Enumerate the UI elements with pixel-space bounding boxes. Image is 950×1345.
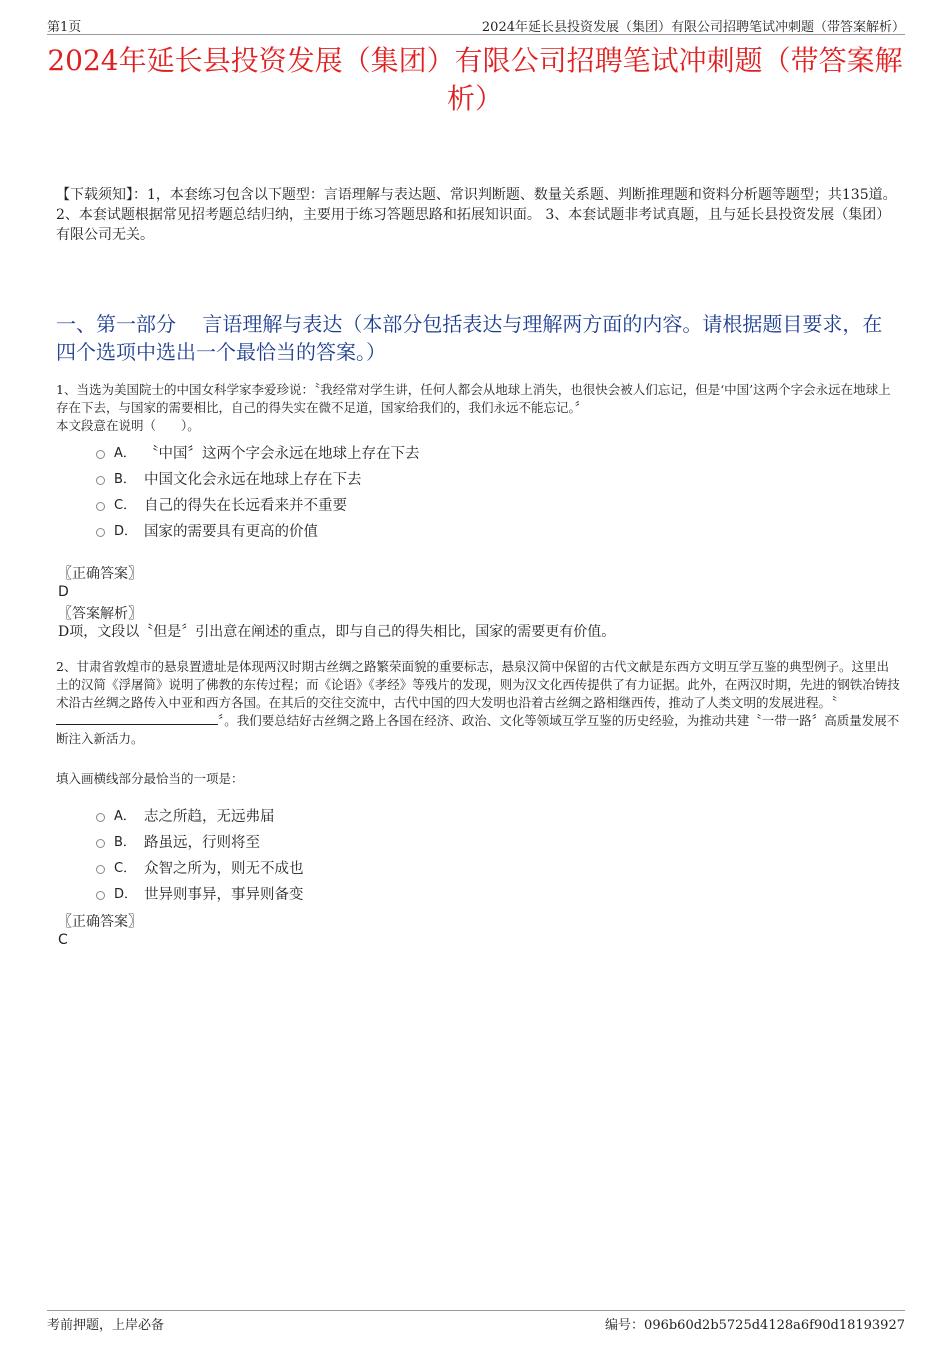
question-2-text-after: 〞。我们要总结好古丝绸之路上各国在经济、政治、文化等领域互学互鉴的历史经验，为推动共建〝一带一路〞高质量发展不断注入新活力。 (56, 713, 900, 746)
question-1-option-a[interactable]: A． 〝中国〞这两个字会永远在地球上存在下去 (96, 441, 420, 467)
footer-slogan: 考前押题，上岸必备 (47, 1318, 165, 1333)
question-1-options (96, 441, 420, 545)
question-1-option-b[interactable]: B． 中国文化会永远在地球上存在下去 (96, 467, 420, 493)
question-2-answer-label: 〖正确答案〗 (58, 914, 142, 930)
section-heading: 一、第一部分 言语理解与表达（本部分包括表达与理解两方面的内容。请根据题目要求，在四个选项中选出一个最恰当的答案。） (56, 312, 883, 364)
question-2-prompt: 填入画横线部分最恰当的一项是： (56, 771, 244, 786)
fill-blank (56, 712, 218, 725)
page-header (47, 14, 905, 35)
question-2-options (96, 804, 304, 908)
question-1-stem (56, 381, 900, 435)
question-1-prompt: 本文段意在说明（ ）。 (56, 418, 200, 433)
radio-icon[interactable] (96, 813, 105, 822)
question-1-answer-label: 〖正确答案〗 (58, 566, 142, 582)
question-2-option-d[interactable]: D． 世异则事异，事异则备变 (96, 882, 304, 908)
radio-icon[interactable] (96, 502, 105, 511)
radio-icon[interactable] (96, 450, 105, 459)
question-1-option-d[interactable]: D． 国家的需要具有更高的价值 (96, 519, 420, 545)
question-1-analysis-label: 〖答案解析〗 (58, 606, 142, 622)
question-1-answer: D (58, 584, 69, 600)
download-notice: 【下载须知】：1，本套练习包含以下题型：言语理解与表达题、常识判断题、数量关系题、判断推理题和资料分析题等题型；共135道。 2、本套试题根据常见招考题总结归纳，主要用于练习答题思路和拓展知识面。 3、本套试题非考试真题，且与延长县投资发展（集团）有限公司无关。 (56, 187, 897, 243)
radio-icon[interactable] (96, 891, 105, 900)
radio-icon[interactable] (96, 865, 105, 874)
question-2-option-c[interactable]: C． 众智之所为，则无不成也 (96, 856, 304, 882)
question-2-stem (56, 658, 900, 748)
question-1-analysis: D项，文段以〝但是〞引出意在阐述的重点，即与自己的得失相比，国家的需要更有价值。 (58, 624, 616, 640)
document-title: 2024年延长县投资发展（集团）有限公司招聘笔试冲刺题（带答案解析） (47, 44, 903, 115)
question-2-option-b[interactable]: B． 路虽远，行则将至 (96, 830, 304, 856)
question-2-answer: C (58, 932, 68, 948)
page-footer (47, 1310, 905, 1333)
question-2-text-before: 2、甘肃省敦煌市的悬泉置遗址是体现两汉时期古丝绸之路繁荣面貌的重要标志，悬泉汉简中保留的古代文献是东西方文明互学互鉴的典型例子。这里出土的汉简《浮屠简》说明了佛教的东传过程；而《论语》《孝经》等残片的发现，则为汉文化西传提供了有力证据。此外，在两汉时期，先进的钢铁冶铸技术沿古丝绸之路传入中亚和西方各国。在其后的交往交流中，古代中国的四大发明也沿着古丝绸之路相继西传，推动了人类文明的发展进程。〝 (56, 659, 900, 710)
page-number: 第1页 (47, 20, 82, 35)
question-2-option-a[interactable]: A． 志之所趋，无远弗届 (96, 804, 304, 830)
footer-serial-number: 编号：096b60d2b5725d4128a6f90d18193927 (605, 1318, 905, 1333)
radio-icon[interactable] (96, 839, 105, 848)
radio-icon[interactable] (96, 476, 105, 485)
question-1-text: 1、当选为美国院士的中国女科学家李爱珍说：〝我经常对学生讲，任何人都会从地球上消失，也很快会被人们忘记，但是‘中国’这两个字会永远在地球上存在下去，与国家的需要相比，自己的得失实在微不足道，国家给我们的，我们永远不能忘记。〞 (56, 382, 891, 415)
question-1-option-c[interactable]: C． 自己的得失在长远看来并不重要 (96, 493, 420, 519)
radio-icon[interactable] (96, 528, 105, 537)
header-doc-title: 2024年延长县投资发展（集团）有限公司招聘笔试冲刺题（带答案解析） (481, 20, 905, 35)
